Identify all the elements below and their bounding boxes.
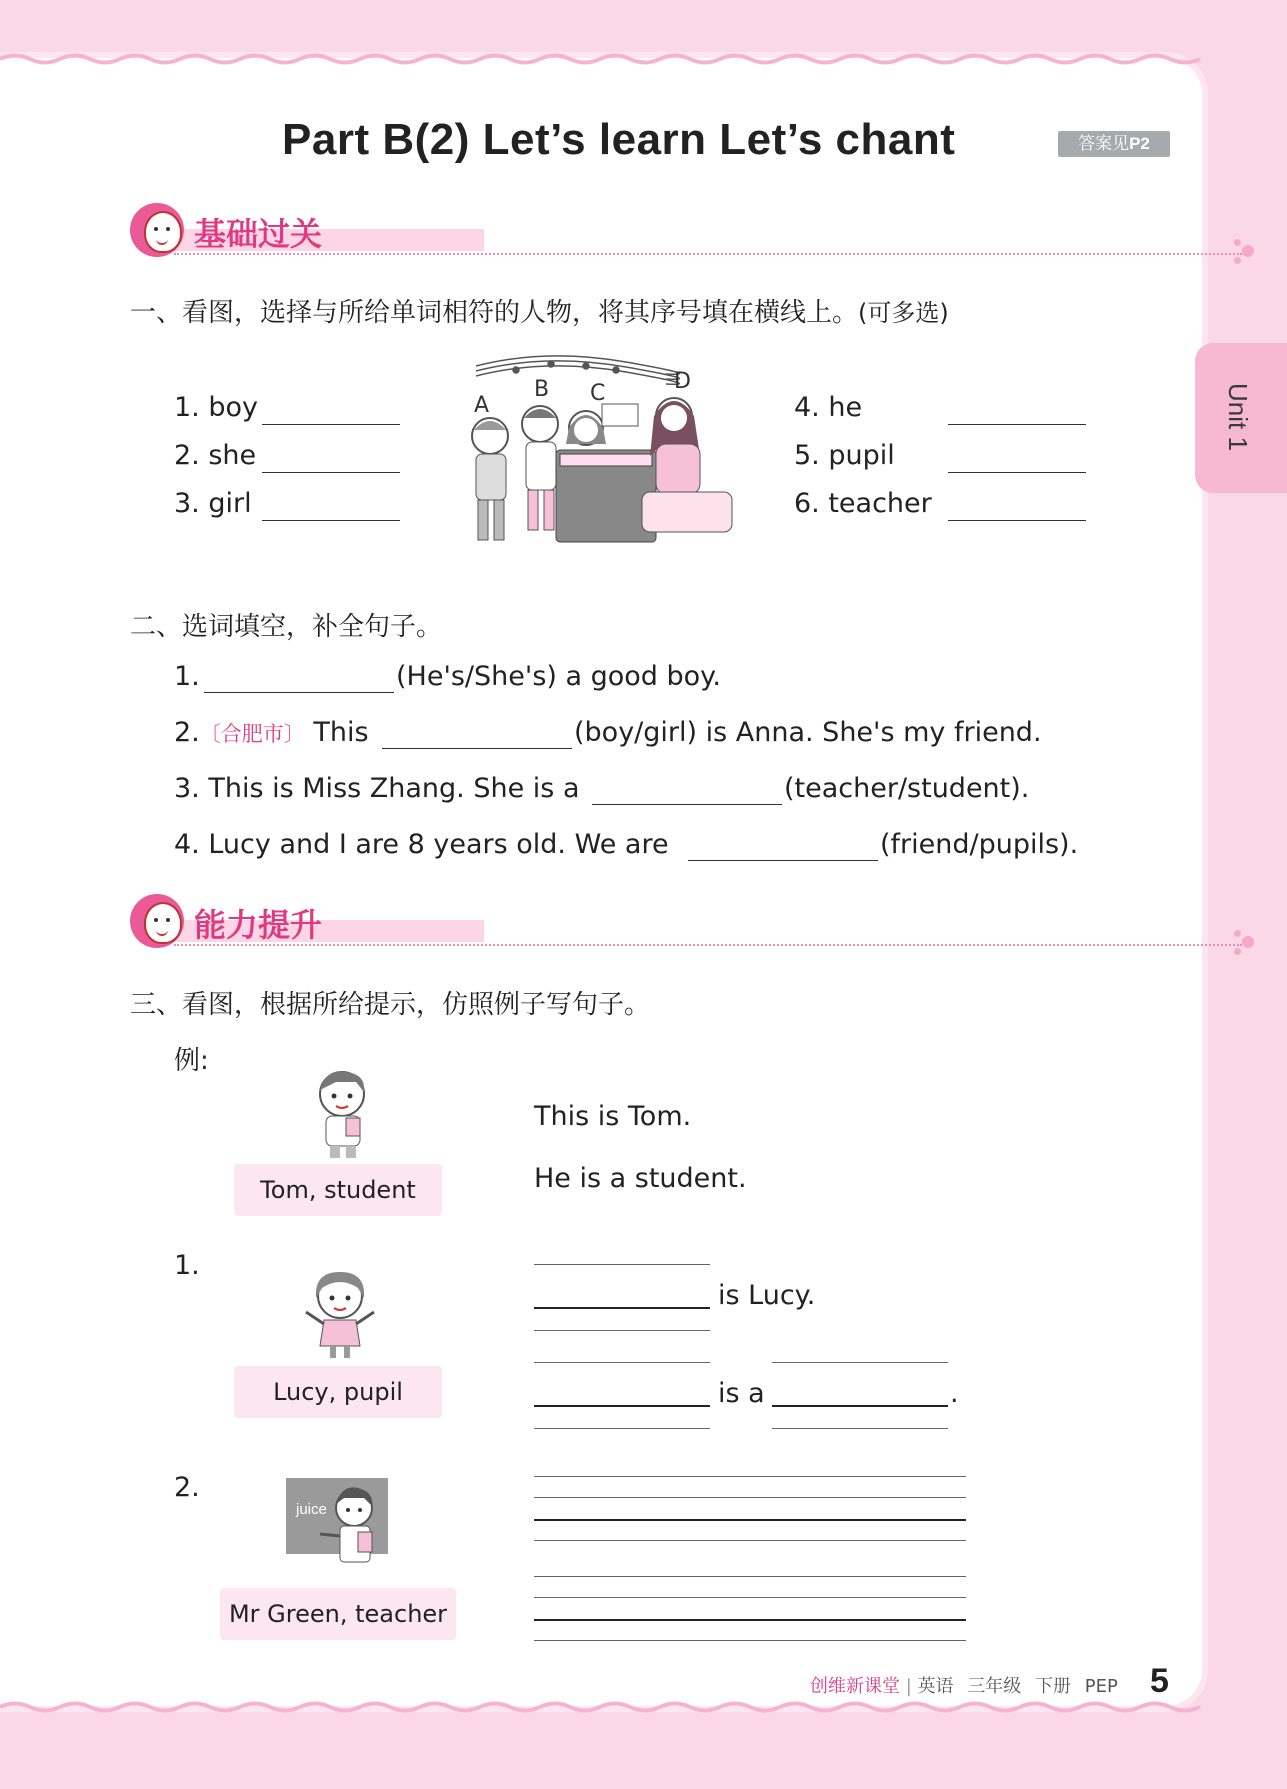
section-header-basic <box>130 203 1270 263</box>
tom-student-illustration <box>306 1066 382 1160</box>
blackboard-text: juice <box>296 1501 327 1518</box>
writing-line <box>772 1362 948 1363</box>
child-c-figure <box>566 411 606 445</box>
lucy-pupil-illustration <box>300 1266 380 1358</box>
q2-item-1-options: (He's/She's) a good boy. <box>396 661 721 692</box>
q1-item-3: 3. girl <box>174 488 252 519</box>
q1-item-5: 5. pupil <box>794 440 895 471</box>
answer-ref-prefix: 答案见 <box>1078 134 1130 154</box>
writing-line <box>534 1497 966 1498</box>
q2-item-2-pre: This <box>313 717 369 748</box>
q2-item-4-pre: Lucy and I are 8 years old. We are <box>208 829 669 860</box>
music-notes-icon <box>476 356 679 384</box>
figure-label-a: A <box>474 393 490 418</box>
q2-heading: 二、选词填空，补全句子。 <box>130 612 443 642</box>
writing-line <box>534 1362 710 1363</box>
footer-grade: 三年级 <box>967 1676 1022 1697</box>
q3-item-1-line2-text: is a <box>718 1378 765 1409</box>
q2-item-2 <box>174 717 369 748</box>
q1-blank-1[interactable] <box>262 424 400 425</box>
footer-subject: 英语 <box>917 1676 954 1697</box>
mascot-face-icon <box>130 894 184 948</box>
q1-item-6: 6. teacher <box>794 488 932 519</box>
writing-line <box>534 1428 710 1429</box>
q1-heading-text: 一、看图，选择与所给单词相符的人物，将其序号填在横线上。 <box>130 298 859 328</box>
q2-item-2-tag: 〔合肥市〕 <box>199 722 305 746</box>
example-line-2: He is a student. <box>534 1163 747 1194</box>
footer-brand: 创维新课堂 <box>810 1676 900 1697</box>
child-b-figure <box>522 406 558 530</box>
child-a-figure <box>472 418 508 540</box>
section-divider <box>174 253 1242 255</box>
figure-label-d: D <box>674 369 691 394</box>
dots-ornament-icon <box>1242 245 1254 257</box>
unit-side-tab-label: Unit 1 <box>1223 383 1253 451</box>
footer-edition: PEP <box>1084 1676 1118 1697</box>
q2-item-3-options: (teacher/student). <box>784 773 1030 804</box>
lucy-label-box: Lucy, pupil <box>234 1366 442 1418</box>
q3-item-1-blank-1[interactable] <box>534 1307 710 1309</box>
writing-line <box>534 1476 966 1477</box>
example-label-box: Tom, student <box>234 1164 442 1216</box>
q1-blank-2[interactable] <box>262 472 400 473</box>
figure-label-b: B <box>534 377 550 402</box>
answer-ref-page: P2 <box>1129 134 1150 153</box>
unit-side-tab <box>1195 343 1287 493</box>
section-title-advanced: 能力提升 <box>194 906 323 944</box>
section-divider <box>174 944 1242 946</box>
mr-green-teacher-illustration <box>286 1478 390 1570</box>
section-header-advanced <box>130 894 1270 954</box>
wavy-border-bottom <box>0 1700 1210 1714</box>
q1-blank-3[interactable] <box>262 520 400 521</box>
q2-item-4 <box>174 829 669 860</box>
q2-blank-4[interactable] <box>688 860 878 861</box>
q2-item-3-num: 3. <box>174 773 200 804</box>
q3-item-1-period: . <box>950 1378 959 1409</box>
writing-line <box>534 1640 966 1641</box>
page-number: 5 <box>1150 1662 1169 1700</box>
q2-item-1-num: 1. <box>174 661 200 692</box>
writing-line <box>534 1330 710 1331</box>
q1-blank-5[interactable] <box>948 472 1086 473</box>
writing-line <box>534 1540 966 1541</box>
q2-blank-2[interactable] <box>382 748 572 749</box>
q2-item-1 <box>174 661 200 692</box>
footer-volume: 下册 <box>1034 1676 1071 1697</box>
q3-item-2-answer-line-2[interactable] <box>534 1619 966 1621</box>
q2-blank-3[interactable] <box>592 804 782 805</box>
q3-example-label: 例: <box>174 1046 209 1076</box>
q1-blank-6[interactable] <box>948 520 1086 521</box>
q2-item-4-num: 4. <box>174 829 200 860</box>
q2-item-4-options: (friend/pupils). <box>880 829 1079 860</box>
q3-heading: 三、看图，根据所给提示，仿照例子写句子。 <box>130 990 651 1020</box>
section-title-basic: 基础过关 <box>194 215 323 253</box>
writing-line <box>772 1428 948 1429</box>
q1-heading-note: (可多选) <box>858 299 949 327</box>
figure-label-c: C <box>590 381 606 406</box>
q2-item-2-options: (boy/girl) is Anna. She's my friend. <box>574 717 1042 748</box>
q3-item-2-answer-line-1[interactable] <box>534 1519 966 1521</box>
writing-line <box>534 1264 710 1265</box>
example-line-1: This is Tom. <box>534 1101 692 1132</box>
q2-item-3 <box>174 773 580 804</box>
q2-item-3-pre: This is Miss Zhang. She is a <box>208 773 580 804</box>
dots-ornament-icon <box>1242 936 1254 948</box>
q1-item-4: 4. he <box>794 392 863 423</box>
footer-info: 创维新课堂 | 英语 三年级 下册 PEP <box>810 1676 1118 1697</box>
music-class-illustration <box>456 344 746 560</box>
q1-item-1: 1. boy <box>174 392 258 423</box>
mascot-face-icon <box>130 203 184 257</box>
page-title: Part B(2) Let’s learn Let’s chant <box>282 115 956 164</box>
q1-item-2: 2. she <box>174 440 257 471</box>
teacher-d-figure <box>642 398 732 532</box>
writing-line <box>534 1576 966 1577</box>
q2-item-2-num: 2. <box>174 717 200 748</box>
wavy-border-top <box>0 52 1210 66</box>
writing-line <box>534 1597 966 1598</box>
q3-item-1-blank-3[interactable] <box>772 1405 948 1407</box>
q3-item-1-num: 1. <box>174 1250 200 1281</box>
q3-item-2-num: 2. <box>174 1472 200 1503</box>
q3-item-1-blank-2[interactable] <box>534 1405 710 1407</box>
q3-item-1-line1-text: is Lucy. <box>718 1280 816 1311</box>
q2-blank-1[interactable] <box>204 692 394 693</box>
q1-blank-4[interactable] <box>948 424 1086 425</box>
answer-reference-tag <box>1058 131 1170 157</box>
q1-heading <box>130 292 949 329</box>
mr-green-label-box: Mr Green, teacher <box>220 1588 456 1640</box>
